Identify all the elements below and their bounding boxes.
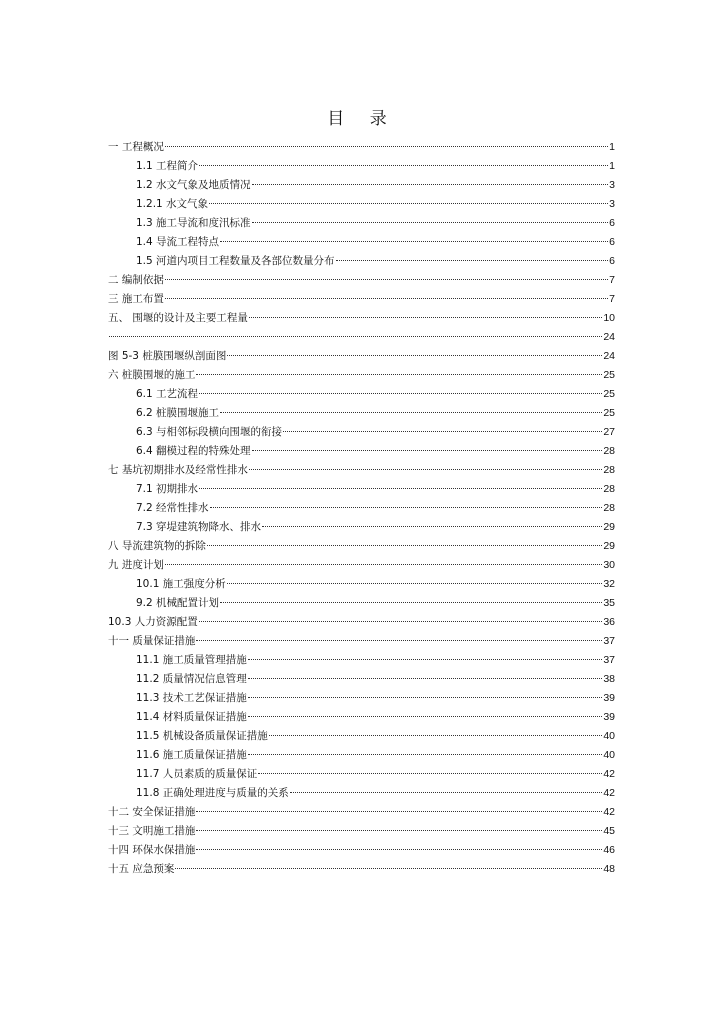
toc-dot-leader	[227, 583, 603, 584]
toc-entry[interactable]	[108, 480, 615, 499]
toc-entry-text: 十三 文明施工措施	[108, 825, 196, 837]
toc-entry-page-number: 28	[603, 464, 615, 476]
toc-entry-page-number: 42	[603, 787, 615, 799]
toc-entry[interactable]	[108, 385, 615, 404]
toc-dot-leader	[262, 526, 602, 527]
toc-dot-leader	[248, 678, 603, 679]
toc-entry-page-number: 40	[603, 749, 615, 761]
toc-entry-text: 十二 安全保证措施	[108, 806, 196, 818]
toc-entry-page-number: 6	[609, 255, 615, 267]
toc-entry[interactable]	[108, 670, 615, 689]
toc-entry-text: 7.2 经常性排水	[136, 502, 209, 514]
toc-entry-text: 十五 应急预案	[108, 863, 175, 875]
toc-entry-text: 十四 环保水保措施	[108, 844, 196, 856]
toc-entry-text: 1.1 工程简介	[136, 160, 199, 172]
toc-entry-text: 1.2 水文气象及地质情况	[136, 179, 251, 191]
toc-entry-page-number: 37	[603, 635, 615, 647]
toc-entry[interactable]	[108, 594, 615, 613]
toc-dot-leader	[252, 450, 603, 451]
toc-entry-text: 11.2 质量情况信息管理	[136, 673, 247, 685]
toc-entry[interactable]	[108, 176, 615, 195]
toc-entry-text: 6.1 工艺流程	[136, 388, 199, 400]
toc-dot-leader	[199, 621, 603, 622]
toc-entry-page-number: 28	[603, 502, 615, 514]
toc-entry[interactable]	[108, 518, 615, 537]
toc-entry-page-number: 27	[603, 426, 615, 438]
toc-entry-text: 6.2 桩膜围堰施工	[136, 407, 220, 419]
toc-entry-page-number: 7	[609, 274, 615, 286]
toc-entry-page-number: 25	[603, 369, 615, 381]
toc-entry-text: 11.5 机械设备质量保证措施	[136, 730, 268, 742]
toc-dot-leader	[248, 697, 603, 698]
toc-entry[interactable]	[108, 290, 615, 309]
toc-dot-leader	[196, 640, 602, 641]
toc-entry-text: 1.3 施工导流和度汛标准	[136, 217, 251, 229]
toc-entry-page-number: 1	[609, 160, 615, 172]
toc-entry[interactable]	[108, 689, 615, 708]
toc-entry[interactable]	[108, 404, 615, 423]
toc-dot-leader	[196, 374, 602, 375]
toc-entry[interactable]	[108, 461, 615, 480]
toc-dot-leader	[196, 849, 602, 850]
toc-entry-text: 二 编制依据	[108, 274, 164, 286]
toc-entry-page-number: 37	[603, 654, 615, 666]
toc-entry-page-number: 40	[603, 730, 615, 742]
toc-entry[interactable]	[108, 613, 615, 632]
toc-dot-leader	[220, 412, 602, 413]
toc-entry-page-number: 36	[603, 616, 615, 628]
toc-entry-text: 图 5-3 桩膜围堰纵剖面图	[108, 350, 227, 362]
toc-dot-leader	[210, 507, 603, 508]
toc-entry-text: 十一 质量保证措施	[108, 635, 196, 647]
toc-entry[interactable]	[108, 765, 615, 784]
toc-entry[interactable]	[108, 214, 615, 233]
toc-entry[interactable]	[108, 632, 615, 651]
toc-entry-page-number: 10	[603, 312, 615, 324]
toc-dot-leader	[196, 830, 602, 831]
toc-entry[interactable]	[108, 727, 615, 746]
toc-entry-text: 五、 围堰的设计及主要工程量	[108, 312, 248, 324]
toc-entry-page-number: 24	[603, 331, 615, 343]
toc-entry[interactable]	[108, 195, 615, 214]
toc-dot-leader	[165, 564, 602, 565]
toc-dot-leader	[165, 298, 608, 299]
toc-entry-text: 11.7 人员素质的质量保证	[136, 768, 258, 780]
toc-entry-text: 6.3 与相邻标段横向围堰的衔接	[136, 426, 283, 438]
toc-dot-leader	[258, 773, 602, 774]
toc-entry-page-number: 28	[603, 483, 615, 495]
toc-entry-text: 一 工程概况	[108, 141, 164, 153]
toc-entry[interactable]	[108, 556, 615, 575]
toc-entry[interactable]	[108, 860, 615, 879]
toc-entry[interactable]	[108, 651, 615, 670]
toc-title: 目 录	[327, 109, 397, 129]
toc-entry-text: 11.3 技术工艺保证措施	[136, 692, 247, 704]
toc-dot-leader	[252, 222, 609, 223]
toc-entry[interactable]	[108, 309, 615, 328]
toc-entry-page-number: 29	[603, 521, 615, 533]
toc-dot-leader	[199, 393, 602, 394]
toc-entry[interactable]	[108, 841, 615, 860]
toc-dot-leader	[175, 868, 602, 869]
toc-entry-page-number: 7	[609, 293, 615, 305]
toc-dot-leader	[220, 241, 608, 242]
toc-entry-page-number: 42	[603, 806, 615, 818]
toc-dot-leader	[199, 488, 602, 489]
toc-entry[interactable]	[108, 271, 615, 290]
toc-entry-text: 10.1 施工强度分析	[136, 578, 226, 590]
toc-entry[interactable]	[108, 252, 615, 271]
toc-dot-leader	[252, 184, 609, 185]
toc-entry-page-number: 1	[609, 141, 615, 153]
toc-dot-leader	[220, 602, 602, 603]
toc-entry-page-number: 35	[603, 597, 615, 609]
toc-entry-page-number: 25	[603, 407, 615, 419]
toc-entry-text: 11.4 材料质量保证措施	[136, 711, 247, 723]
toc-entry-text: 9.2 机械配置计划	[136, 597, 220, 609]
toc-entry-page-number: 3	[609, 198, 615, 210]
toc-dot-leader	[248, 659, 603, 660]
toc-dot-leader	[336, 260, 609, 261]
toc-entry-page-number: 42	[603, 768, 615, 780]
toc-entry[interactable]	[108, 499, 615, 518]
toc-entry-text: 10.3 人力资源配置	[108, 616, 198, 628]
toc-entry-page-number: 3	[609, 179, 615, 191]
toc-entry-text: 七 基坑初期排水及经常性排水	[108, 464, 248, 476]
toc-entry-page-number: 6	[609, 217, 615, 229]
toc-entry-page-number: 25	[603, 388, 615, 400]
toc-dot-leader	[248, 754, 603, 755]
toc-dot-leader	[283, 431, 602, 432]
toc-entry-page-number: 39	[603, 692, 615, 704]
toc-entry-page-number: 32	[603, 578, 615, 590]
toc-entry-text: 11.1 施工质量管理措施	[136, 654, 247, 666]
toc-entry[interactable]	[108, 822, 615, 841]
toc-entry[interactable]	[108, 157, 615, 176]
toc-entry[interactable]	[108, 423, 615, 442]
toc-entry-text: 1.2.1 水文气象	[136, 198, 209, 210]
toc-dot-leader	[196, 811, 602, 812]
toc-entry-page-number: 38	[603, 673, 615, 685]
toc-entry-text: 7.3 穿堤建筑物降水、排水	[136, 521, 262, 533]
toc-entry-page-number: 30	[603, 559, 615, 571]
toc-entry-text: 八 导流建筑物的拆除	[108, 540, 206, 552]
toc-entry-text: 11.8 正确处理进度与质量的关系	[136, 787, 289, 799]
toc-entry[interactable]	[108, 233, 615, 252]
toc-entry[interactable]	[108, 328, 615, 347]
toc-entry[interactable]	[108, 442, 615, 461]
toc-entry-page-number: 45	[603, 825, 615, 837]
toc-entry-text: 1.4 导流工程特点	[136, 236, 220, 248]
toc-dot-leader	[269, 735, 603, 736]
toc-entry[interactable]	[108, 575, 615, 594]
toc-entry[interactable]	[108, 803, 615, 822]
toc-entry[interactable]	[108, 347, 615, 366]
toc-entry-text: 三 施工布置	[108, 293, 164, 305]
toc-entry-page-number: 24	[603, 350, 615, 362]
toc-dot-leader	[199, 165, 608, 166]
toc-entry-text: 六 桩膜围堰的施工	[108, 369, 196, 381]
toc-entry[interactable]	[108, 537, 615, 556]
toc-entry[interactable]	[108, 366, 615, 385]
toc-dot-leader	[209, 203, 608, 204]
toc-entry-page-number: 29	[603, 540, 615, 552]
toc-entry-page-number: 6	[609, 236, 615, 248]
toc-entry-page-number: 28	[603, 445, 615, 457]
toc-list	[108, 138, 615, 879]
toc-entry[interactable]	[108, 708, 615, 727]
toc-entry-page-number: 46	[603, 844, 615, 856]
toc-entry-text: 九 进度计划	[108, 559, 164, 571]
toc-entry-page-number: 39	[603, 711, 615, 723]
toc-entry-page-number: 48	[603, 863, 615, 875]
toc-entry[interactable]	[108, 784, 615, 803]
toc-entry-text: 7.1 初期排水	[136, 483, 199, 495]
toc-dot-leader	[249, 317, 602, 318]
toc-dot-leader	[109, 336, 602, 337]
toc-dot-leader	[248, 716, 603, 717]
toc-dot-leader	[165, 146, 608, 147]
toc-entry-text: 6.4 翻模过程的特殊处理	[136, 445, 251, 457]
toc-dot-leader	[227, 355, 602, 356]
toc-entry[interactable]	[108, 138, 615, 157]
toc-entry[interactable]	[108, 746, 615, 765]
toc-dot-leader	[290, 792, 603, 793]
toc-dot-leader	[165, 279, 608, 280]
toc-entry-text: 1.5 河道内项目工程数量及各部位数量分布	[136, 255, 335, 267]
toc-dot-leader	[207, 545, 602, 546]
toc-entry-text: 11.6 施工质量保证措施	[136, 749, 247, 761]
toc-dot-leader	[249, 469, 602, 470]
